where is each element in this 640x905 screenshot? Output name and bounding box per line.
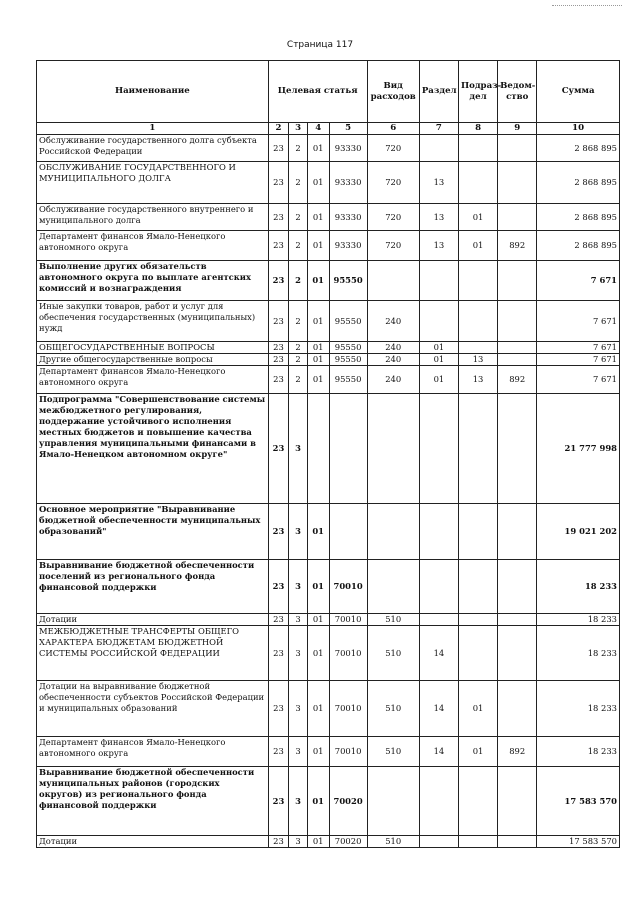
cell-razdel	[419, 560, 458, 614]
header-row	[37, 61, 620, 123]
cell-podrazdel	[458, 560, 497, 614]
cell-name: Департамент финансов Ямало-Ненецкого автономного округа	[37, 231, 269, 261]
cell-target-2: 3	[289, 737, 307, 767]
cell-vedomstvo	[498, 626, 537, 681]
cell-name: ОБСЛУЖИВАНИЕ ГОСУДАРСТВЕННОГО И МУНИЦИПАЛЬНОГО ДОЛГА	[37, 162, 269, 204]
cell-razdel	[419, 261, 458, 301]
cell-target-2: 3	[289, 394, 307, 504]
cell-name: Обслуживание государственного внутреннего и муниципального долга	[37, 204, 269, 231]
cell-podrazdel: 01	[458, 204, 497, 231]
cell-target-2: 2	[289, 301, 307, 342]
cell-target-2: 2	[289, 261, 307, 301]
colnum: 10	[537, 123, 620, 135]
cell-summa: 18 233	[537, 681, 620, 737]
cell-vedomstvo	[498, 504, 537, 560]
cell-target-3: 01	[307, 504, 329, 560]
cell-vid	[367, 504, 419, 560]
cell-name: Департамент финансов Ямало-Ненецкого автономного округа	[37, 366, 269, 394]
cell-summa: 18 233	[537, 614, 620, 626]
cell-target-4: 95550	[329, 301, 367, 342]
cell-podrazdel	[458, 301, 497, 342]
cell-vid: 240	[367, 354, 419, 366]
cell-podrazdel	[458, 261, 497, 301]
cell-target-1: 23	[268, 354, 289, 366]
cell-target-4: 95550	[329, 342, 367, 354]
cell-target-3	[307, 394, 329, 504]
cell-podrazdel: 01	[458, 681, 497, 737]
page-number: Страница 117	[286, 40, 354, 50]
cell-target-2: 3	[289, 504, 307, 560]
cell-target-4: 70010	[329, 560, 367, 614]
cell-podrazdel	[458, 135, 497, 162]
cell-target-2: 2	[289, 204, 307, 231]
cell-podrazdel	[458, 836, 497, 848]
cell-target-4: 70010	[329, 614, 367, 626]
cell-target-3: 01	[307, 354, 329, 366]
table-row	[37, 560, 620, 614]
cell-target-2: 2	[289, 354, 307, 366]
cell-vid	[367, 394, 419, 504]
cell-name: Иные закупки товаров, работ и услуг для обеспечения государственных (муниципальных) нужд	[37, 301, 269, 342]
header-podrazdel: Подраз-дел	[458, 61, 497, 123]
cell-target-3: 01	[307, 614, 329, 626]
cell-target-3: 01	[307, 301, 329, 342]
colnum: 9	[498, 123, 537, 135]
cell-target-2: 3	[289, 614, 307, 626]
cell-vid	[367, 560, 419, 614]
cell-vedomstvo: 892	[498, 737, 537, 767]
cell-target-1: 23	[268, 342, 289, 354]
cell-summa: 17 583 570	[537, 767, 620, 836]
header-target: Целевая статья	[268, 61, 367, 123]
cell-target-1: 23	[268, 626, 289, 681]
cell-target-4: 70010	[329, 737, 367, 767]
cell-target-2: 3	[289, 626, 307, 681]
cell-podrazdel	[458, 162, 497, 204]
cell-vedomstvo	[498, 836, 537, 848]
cell-podrazdel: 13	[458, 366, 497, 394]
cell-razdel: 14	[419, 626, 458, 681]
cell-target-4: 70020	[329, 836, 367, 848]
cell-summa: 21 777 998	[537, 394, 620, 504]
cell-name: Дотации	[37, 836, 269, 848]
cell-target-2: 3	[289, 681, 307, 737]
cell-target-3: 01	[307, 560, 329, 614]
table-row	[37, 342, 620, 354]
cell-target-1: 23	[268, 135, 289, 162]
cell-target-3: 01	[307, 737, 329, 767]
budget-table	[36, 60, 620, 848]
cell-vedomstvo	[498, 162, 537, 204]
table-row	[37, 504, 620, 560]
cell-podrazdel	[458, 767, 497, 836]
cell-target-2: 2	[289, 162, 307, 204]
header-name: Наименование	[37, 61, 269, 123]
cell-target-1: 23	[268, 394, 289, 504]
cell-podrazdel	[458, 504, 497, 560]
cell-razdel: 01	[419, 342, 458, 354]
cell-vid: 240	[367, 366, 419, 394]
cell-target-3: 01	[307, 836, 329, 848]
cell-target-2: 2	[289, 342, 307, 354]
cell-podrazdel	[458, 626, 497, 681]
cell-target-1: 23	[268, 366, 289, 394]
cell-vedomstvo: 892	[498, 366, 537, 394]
cell-podrazdel: 13	[458, 354, 497, 366]
cell-summa: 7 671	[537, 342, 620, 354]
cell-vid: 720	[367, 204, 419, 231]
cell-summa: 7 671	[537, 354, 620, 366]
cell-vid: 510	[367, 614, 419, 626]
cell-vedomstvo	[498, 261, 537, 301]
cell-razdel: 01	[419, 366, 458, 394]
table-row	[37, 626, 620, 681]
header-vedomstvo: Ведом-ство	[498, 61, 537, 123]
cell-target-2: 2	[289, 366, 307, 394]
cell-target-3: 01	[307, 261, 329, 301]
cell-target-1: 23	[268, 504, 289, 560]
cell-target-4: 95550	[329, 261, 367, 301]
cell-target-1: 23	[268, 737, 289, 767]
cell-target-4: 93330	[329, 231, 367, 261]
cell-summa: 2 868 895	[537, 231, 620, 261]
column-number-row	[37, 123, 620, 135]
cell-vid: 720	[367, 231, 419, 261]
cell-vedomstvo: 892	[498, 231, 537, 261]
cell-razdel	[419, 394, 458, 504]
cell-vid: 510	[367, 681, 419, 737]
cell-target-3: 01	[307, 366, 329, 394]
table-row	[37, 231, 620, 261]
cell-vedomstvo	[498, 342, 537, 354]
cell-name: Дотации на выравнивание бюджетной обеспеченности субъектов Российской Федерации и муниципальных образований	[37, 681, 269, 737]
cell-razdel: 14	[419, 681, 458, 737]
colnum: 8	[458, 123, 497, 135]
cell-summa: 7 671	[537, 261, 620, 301]
cell-target-4: 95550	[329, 354, 367, 366]
cell-name: Департамент финансов Ямало-Ненецкого автономного округа	[37, 737, 269, 767]
cell-vid: 510	[367, 836, 419, 848]
cell-target-1: 23	[268, 204, 289, 231]
cell-target-4: 93330	[329, 135, 367, 162]
cell-target-4: 70020	[329, 767, 367, 836]
cell-target-4: 70010	[329, 681, 367, 737]
cell-vedomstvo	[498, 354, 537, 366]
colnum: 7	[419, 123, 458, 135]
table-row	[37, 767, 620, 836]
cell-razdel	[419, 767, 458, 836]
cell-target-1: 23	[268, 301, 289, 342]
cell-razdel: 13	[419, 162, 458, 204]
table-body	[37, 135, 620, 848]
cell-name: МЕЖБЮДЖЕТНЫЕ ТРАНСФЕРТЫ ОБЩЕГО ХАРАКТЕРА БЮДЖЕТАМ БЮДЖЕТНОЙ СИСТЕМЫ РОССИЙСКОЙ ФЕДЕРАЦИИ	[37, 626, 269, 681]
table-row	[37, 162, 620, 204]
table-row	[37, 135, 620, 162]
cell-summa: 2 868 895	[537, 204, 620, 231]
cell-target-2: 3	[289, 560, 307, 614]
cell-razdel: 01	[419, 354, 458, 366]
cell-razdel	[419, 614, 458, 626]
cell-vedomstvo	[498, 560, 537, 614]
cell-razdel: 13	[419, 204, 458, 231]
cell-target-3: 01	[307, 204, 329, 231]
cell-vid: 720	[367, 162, 419, 204]
cell-target-3: 01	[307, 767, 329, 836]
cell-vedomstvo	[498, 204, 537, 231]
cell-summa: 2 868 895	[537, 135, 620, 162]
cell-razdel	[419, 301, 458, 342]
cell-name: Дотации	[37, 614, 269, 626]
cell-target-3: 01	[307, 231, 329, 261]
cell-target-3: 01	[307, 626, 329, 681]
cell-target-2: 3	[289, 836, 307, 848]
table-row	[37, 614, 620, 626]
cell-summa: 19 021 202	[537, 504, 620, 560]
table-row	[37, 681, 620, 737]
cell-vedomstvo	[498, 681, 537, 737]
cell-target-1: 23	[268, 261, 289, 301]
colnum: 2	[268, 123, 289, 135]
cell-target-4: 93330	[329, 204, 367, 231]
table-row	[37, 261, 620, 301]
cell-razdel	[419, 504, 458, 560]
cell-target-3: 01	[307, 342, 329, 354]
cell-target-1: 23	[268, 231, 289, 261]
cell-summa: 18 233	[537, 560, 620, 614]
cell-vid: 240	[367, 342, 419, 354]
cell-target-1: 23	[268, 560, 289, 614]
table-row	[37, 366, 620, 394]
table-row	[37, 737, 620, 767]
cell-summa: 2 868 895	[537, 162, 620, 204]
cell-target-1: 23	[268, 162, 289, 204]
header-vid: Вид расходов	[367, 61, 419, 123]
cell-name: Обслуживание государственного долга субъекта Российской Федерации	[37, 135, 269, 162]
cell-name: Основное мероприятие "Выравнивание бюджетной обеспеченности муниципальных образований"	[37, 504, 269, 560]
cell-vedomstvo	[498, 767, 537, 836]
cell-name: ОБЩЕГОСУДАРСТВЕННЫЕ ВОПРОСЫ	[37, 342, 269, 354]
cell-vid: 510	[367, 626, 419, 681]
table-row	[37, 354, 620, 366]
cell-vid	[367, 261, 419, 301]
cell-vid: 510	[367, 737, 419, 767]
colnum: 1	[37, 123, 269, 135]
cell-summa: 7 671	[537, 366, 620, 394]
cell-target-2: 3	[289, 767, 307, 836]
colnum: 6	[367, 123, 419, 135]
cell-name: Выполнение других обязательств автономного округа по выплате агентских комиссий и вознаграждения	[37, 261, 269, 301]
cell-podrazdel	[458, 614, 497, 626]
cell-target-4	[329, 504, 367, 560]
cell-target-3: 01	[307, 135, 329, 162]
cell-name: Выравнивание бюджетной обеспеченности муниципальных районов (городских округов) из регионального фонда финансовой поддержки	[37, 767, 269, 836]
table-row	[37, 204, 620, 231]
cell-target-3: 01	[307, 681, 329, 737]
cell-razdel	[419, 135, 458, 162]
cell-summa: 18 233	[537, 626, 620, 681]
cell-target-1: 23	[268, 614, 289, 626]
cell-razdel: 14	[419, 737, 458, 767]
cell-summa: 7 671	[537, 301, 620, 342]
header-razdel: Раздел	[419, 61, 458, 123]
cell-vedomstvo	[498, 394, 537, 504]
colnum: 4	[307, 123, 329, 135]
cell-target-1: 23	[268, 767, 289, 836]
cell-podrazdel: 01	[458, 231, 497, 261]
cell-razdel	[419, 836, 458, 848]
top-edge-mark	[552, 0, 622, 6]
table-row	[37, 394, 620, 504]
cell-target-2: 2	[289, 231, 307, 261]
cell-vid: 240	[367, 301, 419, 342]
table-row	[37, 301, 620, 342]
cell-razdel: 13	[419, 231, 458, 261]
cell-vedomstvo	[498, 135, 537, 162]
cell-target-4: 95550	[329, 366, 367, 394]
cell-target-3: 01	[307, 162, 329, 204]
cell-vedomstvo	[498, 301, 537, 342]
colnum: 5	[329, 123, 367, 135]
cell-podrazdel	[458, 394, 497, 504]
cell-summa: 18 233	[537, 737, 620, 767]
cell-target-2: 2	[289, 135, 307, 162]
cell-summa: 17 583 570	[537, 836, 620, 848]
cell-target-1: 23	[268, 836, 289, 848]
cell-target-4: 93330	[329, 162, 367, 204]
cell-podrazdel: 01	[458, 737, 497, 767]
cell-podrazdel	[458, 342, 497, 354]
header-summa: Сумма	[537, 61, 620, 123]
cell-vedomstvo	[498, 614, 537, 626]
cell-target-1: 23	[268, 681, 289, 737]
cell-name: Подпрограмма "Совершенствование системы межбюджетного регулирования, поддержание устойчивого исполнения местных бюджетов и повышение качества управления муниципальными финансами в Ямало-Ненецком автономном округе"	[37, 394, 269, 504]
cell-target-4	[329, 394, 367, 504]
colnum: 3	[289, 123, 307, 135]
cell-name: Другие общегосударственные вопросы	[37, 354, 269, 366]
cell-name: Выравнивание бюджетной обеспеченности поселений из регионального фонда финансовой поддержки	[37, 560, 269, 614]
table-row	[37, 836, 620, 848]
cell-vid: 720	[367, 135, 419, 162]
cell-target-4: 70010	[329, 626, 367, 681]
cell-vid	[367, 767, 419, 836]
